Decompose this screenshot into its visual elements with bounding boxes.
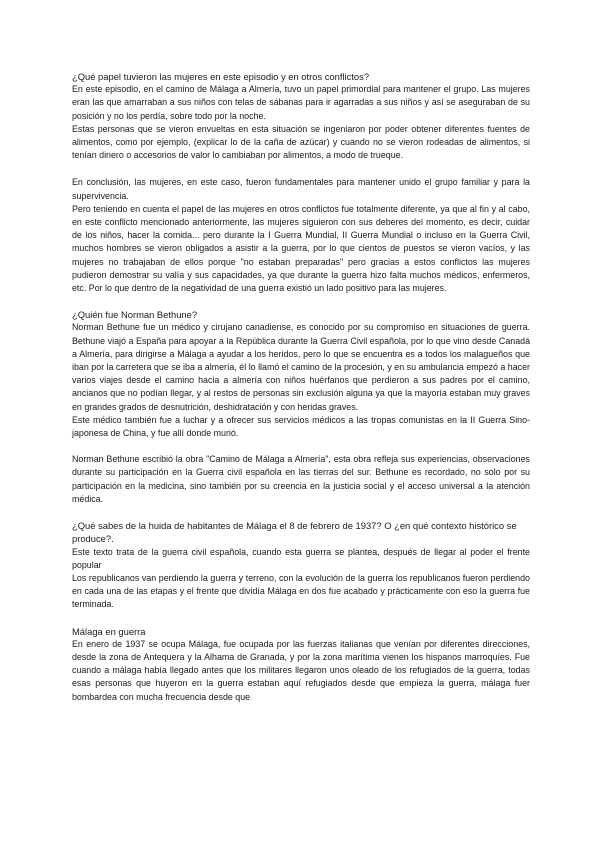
section-heading-huida: ¿Qué sabes de la huida de habitantes de Málaga el 8 de febrero de 1937? O ¿en qué contexto histórico se produce?. (72, 520, 517, 545)
paragraph: Estas personas que se vieron envueltas en esta situación se ingeniaron por poder obtener diferentes fuentes de alimentos, como por ejemplo, (explicar lo de la caña de azúcar) y cuando no se vieron rodeadas de alimentos, si tenían dinero o accesorios de valor lo cambiaban por alimentos, a modo de trueque. (72, 123, 530, 161)
paragraph: En conclusión, las mujeres, en este caso, fueron fundamentales para mantener unido el grupo familiar y para la supervivencia. (72, 177, 530, 201)
paragraph: Este médico también fue a luchar y a ofrecer sus servicios médicos a las tropas comunistas en la II Guerra Sino-japonesa de China, y fue allí donde murió. (72, 414, 530, 439)
paragraph: En enero de 1937 se ocupa Málaga, fue ocupada por las fuerzas italianas que venían por diferentes direcciones, desde la zona de Antequera y la Alhama de Granada, y por la zona marítima vienen los hispanos marroquíes. Fue cuando a málaga había llegado antes que los militares llegaron unos oleado de los refugiados de la guerra, todas esas personas que huyeron en la guerra estaban aquí refugiados desde que empieza la guerra, málaga fuer bombardea con mucha frecuencia desde que (72, 638, 530, 702)
paragraph: Los republicanos van perdiendo la guerra y terreno, con la evolución de la guerra los republicanos fueron perdiendo en cada una de las etapas y el frente que dividía Málaga en dos fue acabado y prácticamente con eso la guerra fue terminada. (72, 572, 530, 610)
section-heading-women: ¿Qué papel tuvieron las mujeres en este episodio y en otros conflictos? (72, 71, 370, 82)
paragraph: Norman Bethune fue un médico y cirujano canadiense, es conocido por su compromiso en situaciones de guerra. Bethune viajó a España para apoyar a la República durante la Guerra Civil española, por lo que vino desde Canadá a Almería, para dirigirse a Málaga a ayudar a los heridos, pero lo que se encuentra es a todos los malagueños que iban por la carretera que se iba a almería, él lo llamó el camino de la procesión, y en su ambulancia empezó a hacer varios viajes desde el camino hacia a almería con niños huérfanos que perdieron a sus padres por el camino, ancianos que no podían llegar, y al restos de personas sin exclusión alguna ya que la mayoría estaban muy graves en grandes grados de desnutrición, deshidratación y con heridas graves. (72, 322, 530, 412)
section-heading-malaga-en-guerra: Málaga en guerra (72, 625, 146, 637)
paragraph: Este texto trata de la guerra civil española, cuando esta guerra se plantea, después de llegar al poder el frente popular (72, 546, 530, 570)
paragraph: Pero teniendo en cuenta el papel de las mujeres en otros conflictos fue totalmente diferente, ya que al fin y al cabo, en este conflicto mencionado anteriormente, las mujeres siguieron con sus deberes del momento, es decir, cuidar de los niños, hacer la comida... pero durante la I Guerra Mundial, II Guerra Mundial o incluso en la Guerra Civil, muchos hombres se vieron obligados a asistir a la guerra, por lo que cientos de puestos se vieron vacíos, y las mujeres no trabajaban de ellos porque "no estaban preparadas" pero gracias a estos conflictos las mujeres pudieron demostrar su valía y sus capacidades, ya que durante la guerra hizo falta muchos médicos, enfermeros, etc. Por lo que dentro de la negatividad de una guerra existió un lado positivo para las mujeres. (72, 203, 530, 294)
paragraph: En este episodio, en el camino de Málaga a Almería, tuvo un papel primordial para mantener el grupo. Las mujeres eran las que amarraban a sus niños con telas de sábanas para ir agarradas a sus niños y así se aseguraban de su posición y no los perdía, sobre todo por la noche. (72, 84, 530, 121)
section-heading-bethune: ¿Quién fue Norman Bethune? (72, 309, 198, 321)
paragraph: Norman Bethune escribió la obra "Camino de Málaga a Almería", esta obra refleja sus experiencias, observaciones durante su participación en la Guerra civil española en las tierras del sur. Bethune es recordado, no solo por su participación en la medicina, sino también por su creencia en la justicia social y el acceso universal a la atención médica. (72, 454, 530, 504)
